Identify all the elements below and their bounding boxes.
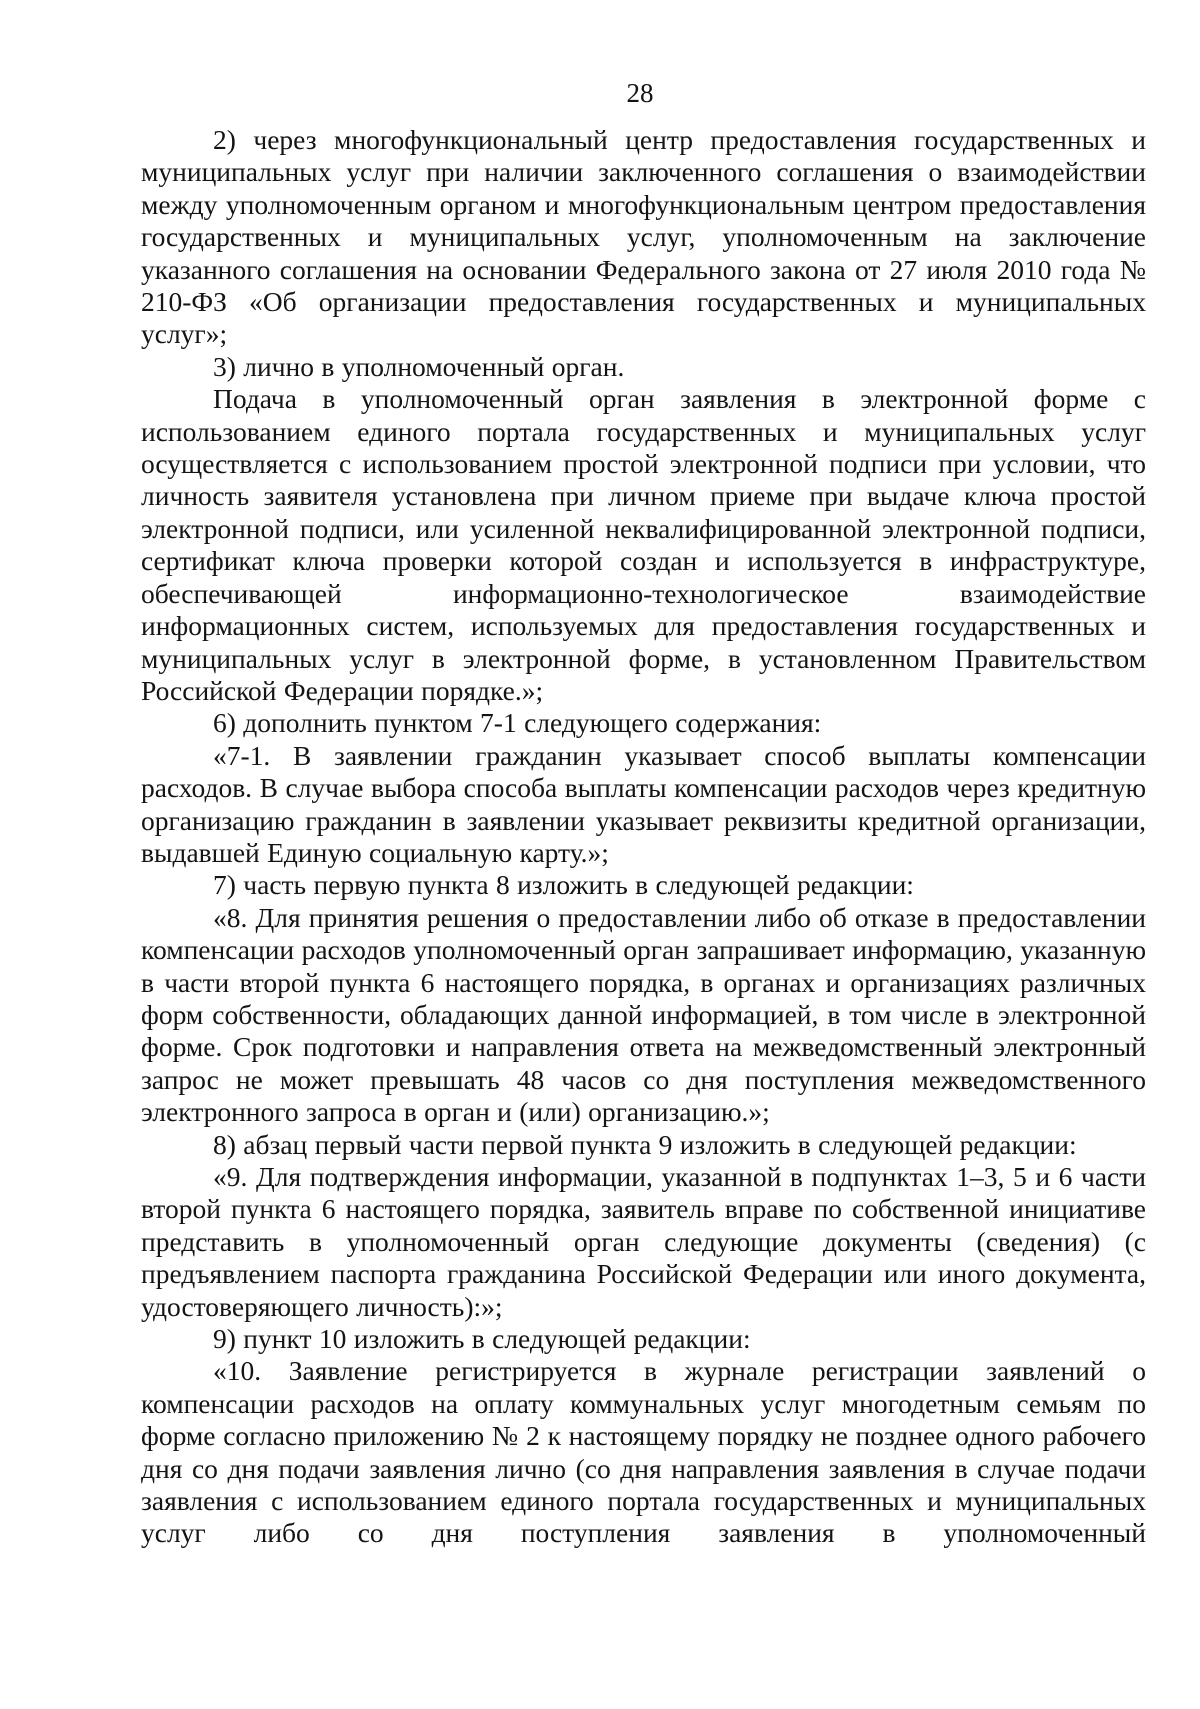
paragraph-clause-7-1: «7-1. В заявлении гражданин указывает способ выплаты компенсации расходов. В случае выбора способа выплаты компенсации расходов через кредитную организацию гражданин в заявлении указывает реквизиты кредитной организации, выдавшей Единую социальную карту.»; [141, 739, 1146, 868]
page-number: 28 [626, 78, 654, 108]
paragraph-electronic-submission: Подача в уполномоченный орган заявления в электронной форме с использованием единого портала государственных и муниципальных услуг осуществляется с использованием простой электронной подписи при условии, что личность заявителя установлена при личном приеме при выдаче ключа простой электронной подписи, или усиленной неквалифицированной электронной подписи, сертификат ключа проверки которой создан и используется в инфраструктуре, обеспечивающей информационно-технологическое взаимодействие информационных систем, используемых для предоставления государственных и муниципальных услуг в электронной форме, в установленном Правительством Российской Федерации порядке.»; [141, 383, 1146, 706]
paragraph-clause-8: «8. Для принятия решения о предоставлении либо об отказе в предоставлении компенсации расходов уполномоченный орган запрашивает информацию, указанную в части второй пункта 6 настоящего порядка, в органах и организациях различных форм собственности, обладающих данной информацией, в том числе в электронной форме. Срок подготовки и направления ответа на межведомственный электронный запрос не может превышать 48 часов со дня поступления межведомственного электронного запроса в орган и (или) организацию.»; [141, 901, 1146, 1128]
paragraph-amendment-9: 9) пункт 10 изложить в следующей редакции: [213, 1323, 751, 1355]
document-body [141, 124, 1146, 1550]
paragraph-item-3: 3) лично в уполномоченный орган. [213, 350, 625, 382]
paragraph-amendment-8: 8) абзац первый части первой пункта 9 изложить в следующей редакции: [213, 1128, 1077, 1160]
paragraph-clause-10: «10. Заявление регистрируется в журнале регистрации заявлений о компенсации расходов на оплату коммунальных услуг многодетным семьям по форме согласно приложению № 2 к настоящему порядку не позднее одного рабочего дня со дня подачи заявления лично (со дня направления заявления в случае подачи заявления с использованием единого портала государственных и муниципальных услуг либо со дня поступления заявления в уполномоченный [141, 1355, 1146, 1549]
paragraph-amendment-7: 7) часть первую пункта 8 изложить в следующей редакции: [213, 869, 914, 901]
paragraph-item-2: 2) через многофункциональный центр предоставления государственных и муниципальных услуг при наличии заключенного соглашения о взаимодействии между уполномоченным органом и многофункциональным центром предоставления государственных и муниципальных услуг, уполномоченным на заключение указанного соглашения на основании Федерального закона от 27 июля 2010 года № 210-ФЗ «Об организации предоставления государственных и муниципальных услуг»; [141, 124, 1146, 350]
paragraph-clause-9: «9. Для подтверждения информации, указанной в подпунктах 1–3, 5 и 6 части второй пункта 6 настоящего порядка, заявитель вправе по собственной инициативе представить в уполномоченный орган следующие документы (сведения) (с предъявлением паспорта гражданина Российской Федерации или иного документа, удостоверяющего личность):»; [141, 1161, 1146, 1322]
paragraph-amendment-6: 6) дополнить пунктом 7-1 следующего содержания: [213, 707, 822, 739]
